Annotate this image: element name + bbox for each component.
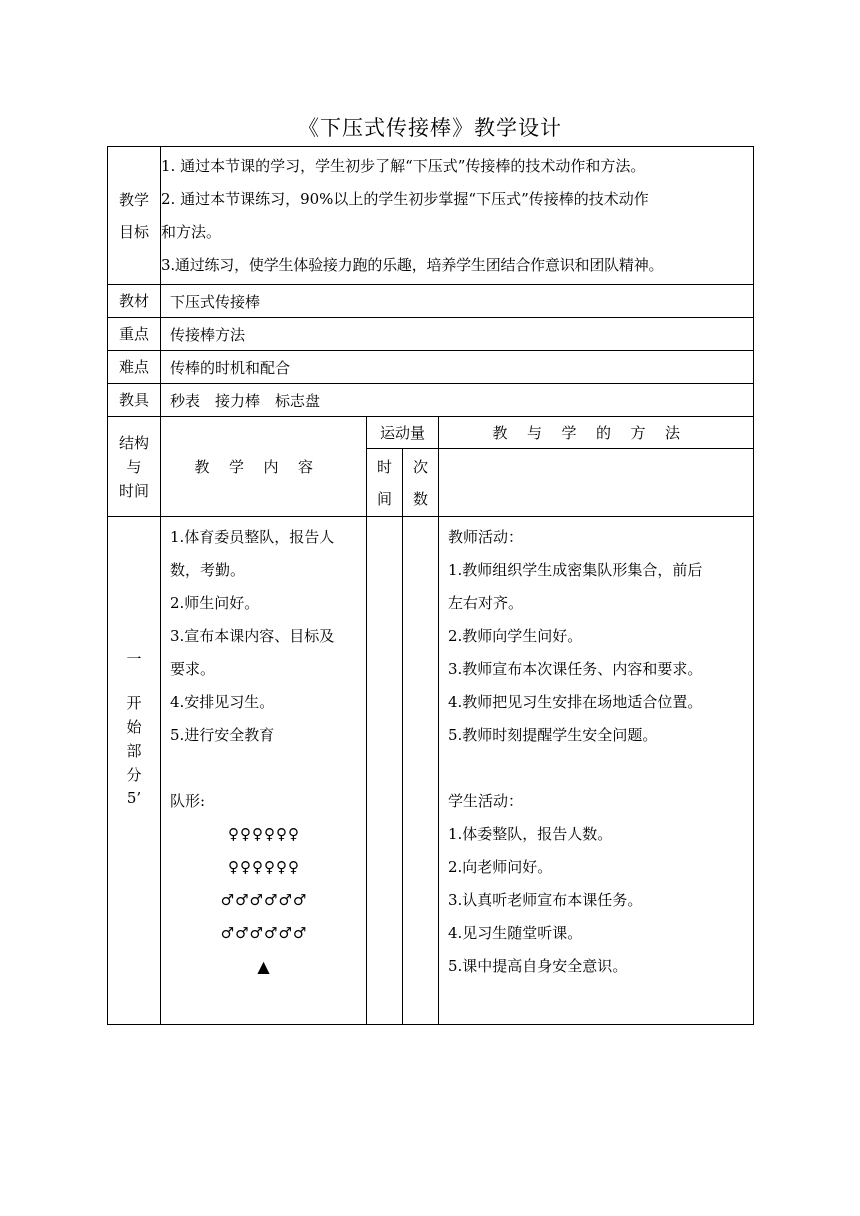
formation-diagram [161,818,367,983]
objectives-content [161,147,754,285]
count-header: 次 数 [403,449,439,517]
teacher-item: 2.教师向学生问好。 [448,627,583,645]
student-item: 2.向老师问好。 [448,858,553,876]
lesson-plan-table [107,146,754,1025]
section-content [161,517,367,1025]
teacher-item: 5.教师时刻提醒学生安全问题。 [448,726,658,744]
row-material [108,285,754,318]
student-item: 4.见习生随堂听课。 [448,924,583,942]
formation-row-female: ♀♀♀♀♀♀ [228,858,300,876]
section-opening-row [108,517,754,1025]
structure-time-header: 结构 与 时间 [108,417,161,517]
equipment-label: 教具 [108,384,161,417]
content-item: 3.宣布本课内容、目标及 [170,627,335,645]
objective-3: 3.通过练习，使学生体验接力跑的乐趣，培养学生团结合作意识和团队精神。 [161,255,664,274]
material-label: 教材 [108,285,161,318]
time-cell [367,517,403,1025]
student-item: 5.课中提高自身安全意识。 [448,957,628,975]
teacher-item: 1.教师组织学生成密集队形集合，前后 [448,561,703,579]
section-number: 一 [126,650,142,668]
objective-2b: 和方法。 [161,222,222,241]
equipment-value: 秒表 接力棒 标志盘 [161,384,754,417]
objectives-row [108,147,754,285]
section-duration: 5’ [126,789,142,807]
teacher-position-marker: ▲ [257,957,271,976]
content-item: 1.体育委员整队，报告人 [170,528,335,546]
method-header: 教与学的方法 [439,417,754,449]
difficulty-label: 难点 [108,351,161,384]
formation-row-female: ♀♀♀♀♀♀ [228,825,300,843]
difficulty-value: 传棒的时机和配合 [161,351,754,384]
method-content [439,517,754,1025]
document-title: 《下压式传接棒》教学设计 [298,116,562,140]
objective-2a: 2. 通过本节课练习，90%以上的学生初步掌握“下压式”传接棒的技术动作 [161,189,649,208]
teacher-item: 3.教师宣布本次课任务、内容和要求。 [448,660,703,678]
student-item: 1.体委整队，报告人数。 [448,825,613,843]
formation-row-male: ♂♂♂♂♂♂ [220,924,308,942]
content-item: 4.安排见习生。 [170,693,275,711]
row-key-point [108,318,754,351]
content-item: 要求。 [170,660,216,678]
teacher-item: 左右对齐。 [448,594,524,612]
time-header: 时 间 [367,449,403,517]
content-item: 5.进行安全教育 [170,726,275,744]
key-point-value: 传接棒方法 [161,318,754,351]
key-point-label: 重点 [108,318,161,351]
objectives-label: 教学 目标 [108,147,161,285]
student-activity-title: 学生活动： [448,792,524,810]
header-row-1 [108,417,754,449]
exercise-load-header: 运动量 [367,417,439,449]
count-cell [403,517,439,1025]
teacher-activity-title: 教师活动： [448,528,524,546]
content-header: 教学内容 [161,417,367,517]
method-subheader-empty [439,449,754,517]
content-item: 2.师生问好。 [170,594,260,612]
student-item: 3.认真听老师宣布本课任务。 [448,891,643,909]
objective-1: 1. 通过本节课的学习，学生初步了解“下压式”传接棒的技术动作和方法。 [161,156,646,175]
row-equipment [108,384,754,417]
formation-label: 队形: [170,792,206,810]
material-value: 下压式传接棒 [161,285,754,318]
row-difficulty [108,351,754,384]
formation-row-male: ♂♂♂♂♂♂ [220,891,308,909]
teacher-item: 4.教师把见习生安排在场地适合位置。 [448,693,703,711]
section-label: 一 开 始 部 分 5’ [108,517,161,1025]
content-item: 数，考勤。 [170,561,246,579]
